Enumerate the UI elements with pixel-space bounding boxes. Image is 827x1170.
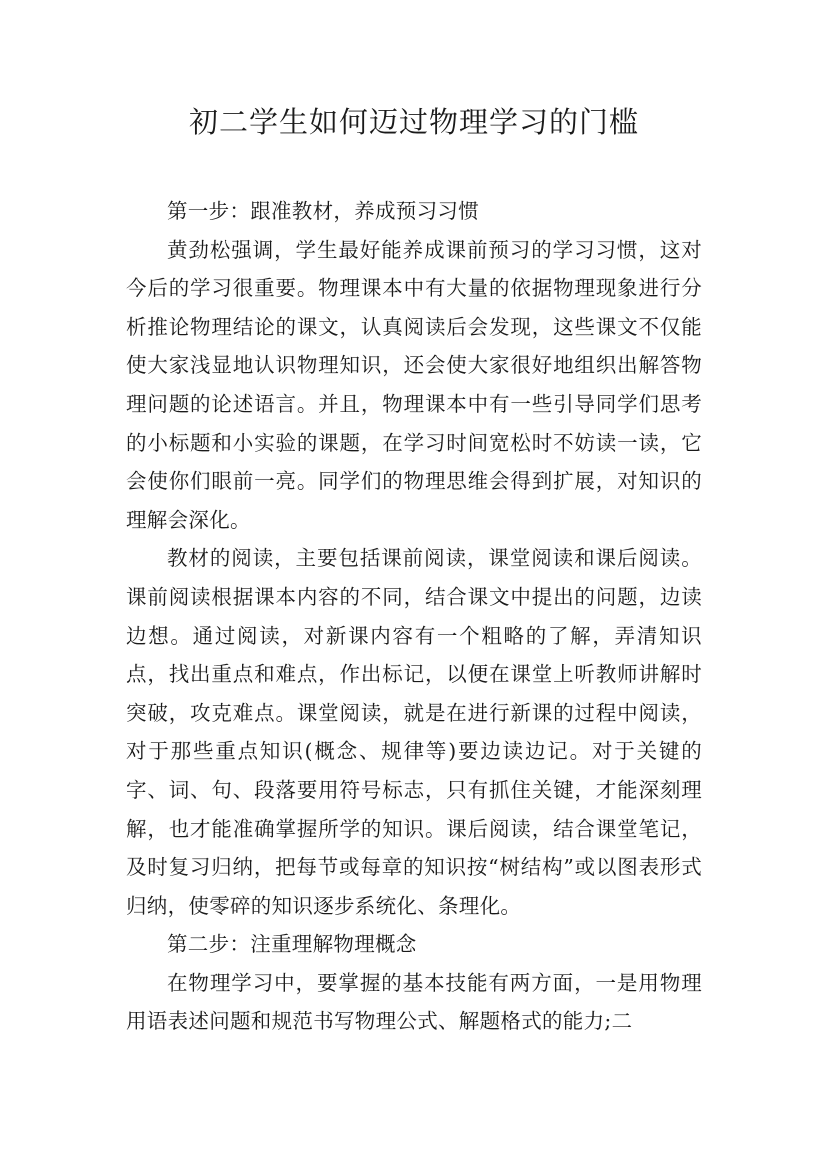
document-body [126,192,702,1041]
section-heading-step-2: 第二步：注重理解物理概念 [167,932,417,957]
document-title: 初二学生如何迈过物理学习的门槛 [188,105,639,139]
paragraph: 教材的阅读，主要包括课前阅读，课堂阅读和课后阅读。课前阅读根据课本内容的不同，结合课文中提出的问题，边读边想。通过阅读，对新课内容有一个粗略的了解，弄清知识点，找出重点和难点，作出标记，以便在课堂上听教师讲解时突破，攻克难点。课堂阅读，就是在进行新课的过程中阅读，对于那些重点知识(概念、规律等)要边读边记。对于关键的字、词、句、段落要用符号标志，只有抓住关键，才能深刻理解，也才能准确掌握所学的知识。课后阅读，结合课堂笔记，及时复习归纳，把每节或每章的知识按“树结构”或以图表形式归纳，使零碎的知识逐步系统化、条理化。 [126,546,702,918]
paragraph: 黄劲松强调，学生最好能养成课前预习的学习习惯，这对今后的学习很重要。物理课本中有大量的依据物理现象进行分析推论物理结论的课文，认真阅读后会发现，这些课文不仅能使大家浅显地认识物理知识，还会使大家很好地组织出解答物理问题的论述语言。并且，物理课本中有一些引导同学们思考的小标题和小实验的课题，在学习时间宽松时不妨读一读，它会使你们眼前一亮。同学们的物理思维会得到扩展，对知识的理解会深化。 [126,237,702,532]
section-heading-step-1: 第一步：跟准教材，养成预习习惯 [167,199,479,223]
paragraph: 在物理学习中，要掌握的基本技能有两方面，一是用物理用语表述问题和规范书写物理公式、解题格式的能力;二 [126,970,702,1034]
